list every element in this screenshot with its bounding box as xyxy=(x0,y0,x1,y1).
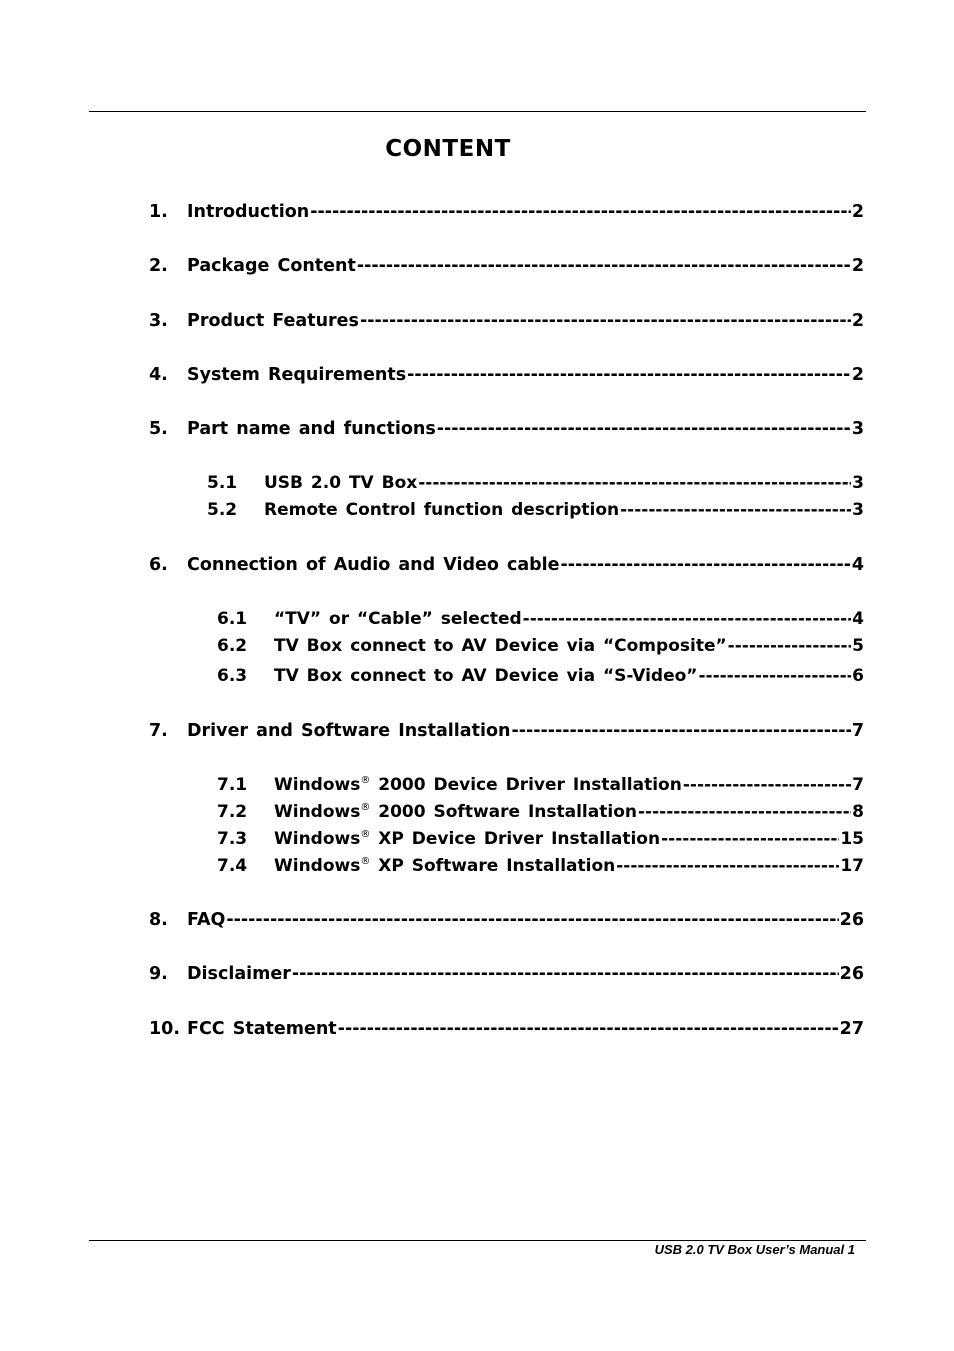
toc-entry-fcc-statement[interactable] xyxy=(149,1019,864,1039)
toc-page: 7 xyxy=(852,775,864,795)
toc-leader xyxy=(511,721,850,741)
toc-label: System Requirements xyxy=(187,365,407,385)
toc-label: Windows® XP Software Installation xyxy=(274,856,616,876)
page-title: CONTENT xyxy=(385,136,511,162)
toc-number: 5.2 xyxy=(207,500,238,520)
toc-entry-connection-av[interactable] xyxy=(149,555,864,575)
toc-page: 5 xyxy=(852,636,864,656)
toc-entry-part-name-functions[interactable] xyxy=(149,419,864,439)
toc-number: 8. xyxy=(149,910,168,930)
toc-page: 3 xyxy=(852,500,864,520)
toc-label: “TV” or “Cable” selected xyxy=(274,609,522,629)
toc-number: 6. xyxy=(149,555,168,575)
toc-label: Product Features xyxy=(187,311,359,331)
toc-entry-winxp-software[interactable] xyxy=(217,856,864,876)
toc-entry-package-content[interactable] xyxy=(149,256,864,276)
toc-entry-win2000-software[interactable] xyxy=(217,802,864,822)
toc-number: 6.2 xyxy=(217,636,248,656)
registered-mark: ® xyxy=(360,802,371,813)
toc-entry-faq[interactable] xyxy=(149,910,864,930)
toc-leader xyxy=(310,202,851,222)
toc-entry-win2000-driver[interactable] xyxy=(217,775,864,795)
toc-label: TV Box connect to AV Device via “S-Video” xyxy=(274,666,698,686)
toc-page: 26 xyxy=(839,964,864,984)
toc-leader xyxy=(292,964,839,984)
toc-leader xyxy=(226,910,838,930)
toc-label: TV Box connect to AV Device via “Composite” xyxy=(274,636,727,656)
toc-leader xyxy=(418,473,851,493)
registered-mark: ® xyxy=(360,856,371,867)
toc-entry-system-requirements[interactable] xyxy=(149,365,864,385)
toc-page: 2 xyxy=(851,365,864,385)
toc-label: Connection of Audio and Video cable xyxy=(187,555,560,575)
toc-label: FCC Statement xyxy=(187,1019,337,1039)
toc-entry-winxp-driver[interactable] xyxy=(217,829,864,849)
toc-number: 1. xyxy=(149,202,168,222)
toc-number: 7. xyxy=(149,721,168,741)
toc-page: 6 xyxy=(852,666,864,686)
toc-entry-composite[interactable] xyxy=(217,636,864,656)
toc-entry-product-features[interactable] xyxy=(149,311,864,331)
toc-page: 17 xyxy=(840,856,864,876)
toc-page: 4 xyxy=(852,609,864,629)
toc-leader xyxy=(523,609,852,629)
toc-label: Windows® 2000 Device Driver Installation xyxy=(274,775,682,795)
toc-label: FAQ xyxy=(187,910,226,930)
toc-number: 9. xyxy=(149,964,168,984)
toc-leader xyxy=(638,802,851,822)
toc-entry-driver-software[interactable] xyxy=(149,721,864,741)
toc-label: USB 2.0 TV Box xyxy=(264,473,418,493)
toc-page: 2 xyxy=(851,311,864,331)
registered-mark: ® xyxy=(360,775,371,786)
toc-leader xyxy=(407,365,851,385)
toc-number: 4. xyxy=(149,365,168,385)
toc-leader xyxy=(616,856,839,876)
toc-page: 26 xyxy=(839,910,864,930)
toc-page: 3 xyxy=(852,473,864,493)
toc-entry-usb-tv-box[interactable] xyxy=(207,473,864,493)
toc-leader xyxy=(360,311,851,331)
toc-page: 27 xyxy=(839,1019,864,1039)
toc-leader xyxy=(661,829,839,849)
toc-number: 6.1 xyxy=(217,609,248,629)
toc-entry-remote-control[interactable] xyxy=(207,500,864,520)
toc-label: Part name and functions xyxy=(187,419,436,439)
toc-label: Disclaimer xyxy=(187,964,291,984)
toc-entry-introduction[interactable] xyxy=(149,202,864,222)
toc-leader xyxy=(357,256,851,276)
header-rule xyxy=(89,111,866,112)
toc-number: 7.2 xyxy=(217,802,248,822)
toc-number: 3. xyxy=(149,311,168,331)
toc-number: 10. xyxy=(149,1019,181,1039)
toc-page: 7 xyxy=(851,721,864,741)
toc-label: Introduction xyxy=(187,202,310,222)
toc-label: Driver and Software Installation xyxy=(187,721,511,741)
toc-entry-tv-cable[interactable] xyxy=(217,609,864,629)
toc-leader xyxy=(728,636,852,656)
toc-number: 5. xyxy=(149,419,168,439)
toc-label: Package Content xyxy=(187,256,356,276)
toc-leader xyxy=(561,555,851,575)
toc-leader xyxy=(338,1019,839,1039)
page-footer: USB 2.0 TV Box User’s Manual 1 xyxy=(654,1242,855,1257)
toc-leader xyxy=(620,500,851,520)
toc-number: 5.1 xyxy=(207,473,238,493)
toc-number: 6.3 xyxy=(217,666,248,686)
toc-leader xyxy=(437,419,851,439)
toc-page: 4 xyxy=(851,555,864,575)
toc-number: 2. xyxy=(149,256,168,276)
toc-entry-s-video[interactable] xyxy=(217,666,864,686)
toc-page: 2 xyxy=(851,256,864,276)
toc-label: Remote Control function description xyxy=(264,500,620,520)
toc-page: 15 xyxy=(840,829,864,849)
toc-entry-disclaimer[interactable] xyxy=(149,964,864,984)
toc-leader xyxy=(698,666,851,686)
toc-label: Windows® 2000 Software Installation xyxy=(274,802,637,822)
toc-label: Windows® XP Device Driver Installation xyxy=(274,829,661,849)
toc-page: 8 xyxy=(852,802,864,822)
toc-number: 7.1 xyxy=(217,775,248,795)
registered-mark: ® xyxy=(360,829,371,840)
toc-leader xyxy=(683,775,851,795)
toc-page: 3 xyxy=(851,419,864,439)
footer-rule xyxy=(89,1240,866,1241)
toc-number: 7.4 xyxy=(217,856,248,876)
toc-page: 2 xyxy=(851,202,864,222)
toc-number: 7.3 xyxy=(217,829,248,849)
